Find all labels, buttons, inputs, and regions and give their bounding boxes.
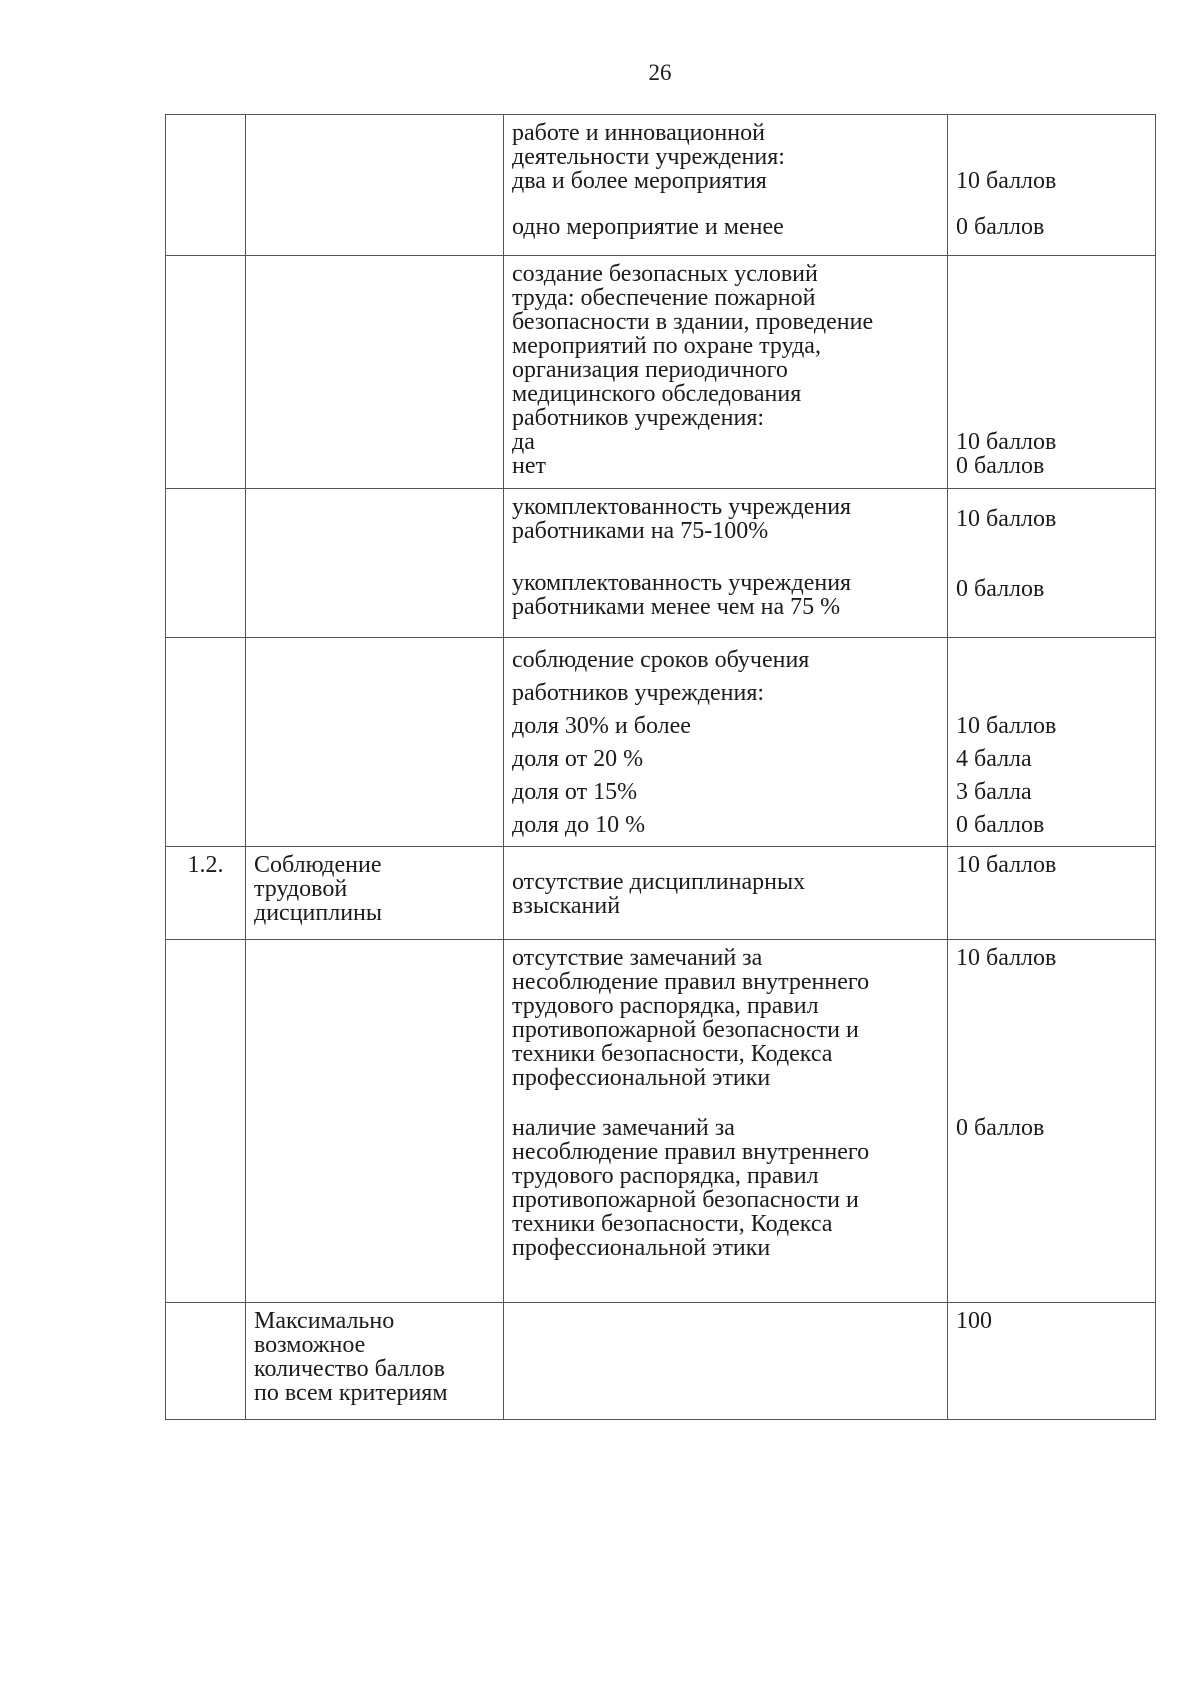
- indicator-option: укомплектованность учреждения: [512, 494, 852, 520]
- table-row: [166, 638, 1156, 847]
- row-number-cell: [166, 940, 246, 1303]
- indicator-cell: [504, 489, 948, 638]
- indicator-text: работников учреждения:: [512, 405, 765, 431]
- score-value: 10 баллов: [956, 506, 1057, 532]
- indicator-text: деятельности учреждения:: [512, 144, 785, 170]
- score-value: 10 баллов: [956, 168, 1057, 194]
- indicator-text: создание безопасных условий: [512, 261, 818, 287]
- indicator-option: несоблюдение правил внутреннего: [512, 969, 870, 995]
- indicator-option: отсутствие дисциплинарных: [512, 869, 806, 895]
- indicator-option: противопожарной безопасности и: [512, 1017, 859, 1043]
- indicator-option: отсутствие замечаний за: [512, 945, 763, 971]
- criterion-text: трудовой: [254, 876, 348, 902]
- row-number-cell: 1.2.: [166, 847, 246, 940]
- table-row: [166, 489, 1156, 638]
- indicator-option: противопожарной безопасности и: [512, 1187, 859, 1213]
- indicator-option: работниками на 75-100%: [512, 518, 769, 544]
- score-value: 0 баллов: [956, 576, 1045, 602]
- score-value: 10 баллов: [956, 429, 1057, 455]
- indicator-option: профессиональной этики: [512, 1235, 771, 1261]
- indicator-cell: [504, 638, 948, 847]
- criterion-text: количество баллов: [254, 1356, 445, 1382]
- table-row: [166, 115, 1156, 256]
- indicator-option: укомплектованность учреждения: [512, 570, 852, 596]
- criterion-cell: [246, 1303, 504, 1420]
- indicator-option: трудового распорядка, правил: [512, 993, 819, 1019]
- criterion-cell: [246, 638, 504, 847]
- criterion-cell: [246, 847, 504, 940]
- indicator-text: безопасности в здании, проведение: [512, 309, 874, 335]
- table-row: [166, 1303, 1156, 1420]
- indicator-cell: [504, 115, 948, 256]
- indicator-text: труда: обеспечение пожарной: [512, 285, 816, 311]
- indicator-option: трудового распорядка, правил: [512, 1163, 819, 1189]
- indicator-option: техники безопасности, Кодекса: [512, 1211, 833, 1237]
- page-number: 26: [648, 60, 672, 85]
- row-number-cell: [166, 638, 246, 847]
- indicator-option: взысканий: [512, 893, 621, 919]
- score-value: 0 баллов: [956, 1115, 1045, 1141]
- indicator-option: профессиональной этики: [512, 1065, 771, 1091]
- indicator-option: доля 30% и более: [512, 713, 691, 739]
- score-cell: [948, 489, 1156, 638]
- indicator-option: работниками менее чем на 75 %: [512, 594, 841, 620]
- indicator-option: наличие замечаний за: [512, 1115, 735, 1141]
- criterion-text: Максимально: [254, 1308, 395, 1334]
- table-row: [166, 847, 1156, 940]
- indicator-option: доля от 20 %: [512, 746, 644, 772]
- score-value: 0 баллов: [956, 812, 1045, 838]
- score-value: 4 балла: [956, 746, 1032, 772]
- indicator-text: мероприятий по охране труда,: [512, 333, 821, 359]
- score-value: 0 баллов: [956, 214, 1045, 240]
- indicator-option: да: [512, 429, 535, 455]
- table-row: [166, 256, 1156, 489]
- score-total: 100: [956, 1308, 992, 1334]
- indicator-text: работников учреждения:: [512, 680, 765, 706]
- indicator-text: соблюдение сроков обучения: [512, 647, 810, 673]
- criterion-cell: [246, 256, 504, 489]
- criterion-text: дисциплины: [254, 900, 383, 926]
- indicator-option: техники безопасности, Кодекса: [512, 1041, 833, 1067]
- indicator-text: медицинского обследования: [512, 381, 802, 407]
- indicator-option: одно мероприятие и менее: [512, 214, 784, 240]
- score-cell: [948, 940, 1156, 1303]
- indicator-option: доля от 15%: [512, 779, 638, 805]
- indicator-option: нет: [512, 453, 546, 479]
- criterion-text: Соблюдение: [254, 852, 382, 878]
- score-value: 10 баллов: [956, 713, 1057, 739]
- indicator-cell: [504, 940, 948, 1303]
- indicator-cell: [504, 1303, 948, 1420]
- score-cell: [948, 256, 1156, 489]
- criterion-cell: [246, 940, 504, 1303]
- score-cell: [948, 115, 1156, 256]
- score-cell: [948, 847, 1156, 940]
- score-value: 10 баллов: [956, 852, 1057, 878]
- criterion-cell: [246, 115, 504, 256]
- criteria-table: [165, 114, 1156, 1420]
- indicator-option: доля до 10 %: [512, 812, 646, 838]
- criterion-text: по всем критериям: [254, 1380, 448, 1406]
- row-number-cell: [166, 115, 246, 256]
- score-value: 10 баллов: [956, 945, 1057, 971]
- criterion-cell: [246, 489, 504, 638]
- score-cell: [948, 638, 1156, 847]
- table-row: [166, 940, 1156, 1303]
- indicator-text: работе и инновационной: [512, 120, 765, 146]
- row-number-cell: [166, 1303, 246, 1420]
- score-value: 3 балла: [956, 779, 1032, 805]
- indicator-option: несоблюдение правил внутреннего: [512, 1139, 870, 1165]
- indicator-cell: [504, 256, 948, 489]
- criterion-text: возможное: [254, 1332, 366, 1358]
- row-number-cell: [166, 489, 246, 638]
- score-value: 0 баллов: [956, 453, 1045, 479]
- row-number-cell: [166, 256, 246, 489]
- indicator-text: организация периодичного: [512, 357, 788, 383]
- indicator-cell: [504, 847, 948, 940]
- score-cell: [948, 1303, 1156, 1420]
- indicator-option: два и более мероприятия: [512, 168, 767, 194]
